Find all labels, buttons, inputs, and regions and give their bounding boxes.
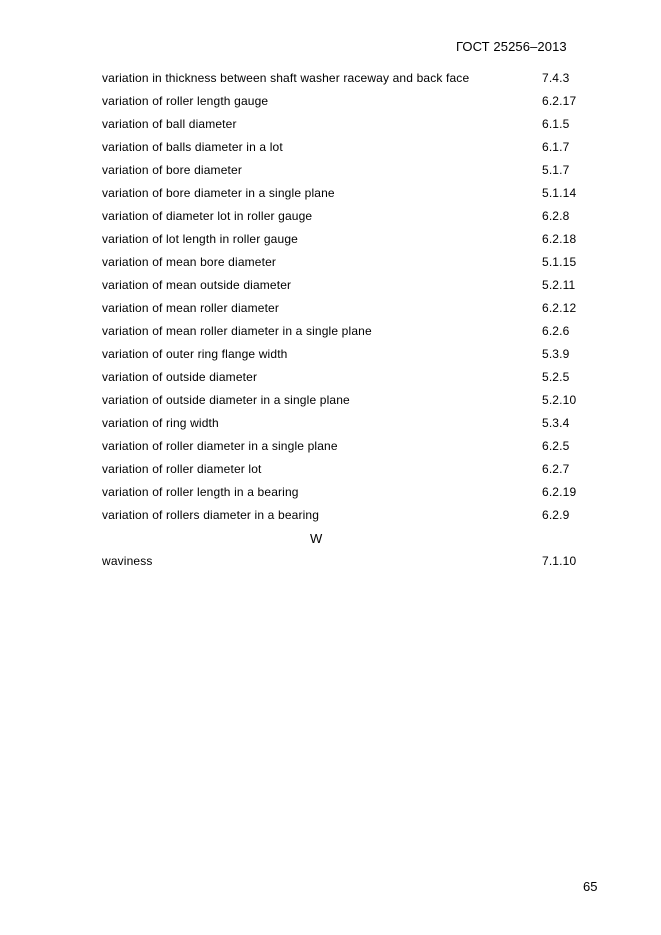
index-term: variation in thickness between shaft washer raceway and back face — [102, 71, 470, 85]
index-section-ref: 6.1.7 — [542, 140, 570, 154]
index-term: variation of roller length gauge — [102, 94, 269, 108]
index-term: variation of ring width — [102, 416, 219, 430]
index-section-ref: 6.2.5 — [542, 439, 570, 453]
index-term: variation of mean bore diameter — [102, 255, 277, 269]
index-section-ref: 5.2.5 — [542, 370, 570, 384]
index-section-ref: 7.4.3 — [542, 71, 570, 85]
index-term: variation of mean roller diameter in a single plane — [102, 324, 372, 338]
index-term: variation of outside diameter in a single plane — [102, 393, 350, 407]
document-standard-id: ГОСТ 25256–2013 — [456, 39, 567, 54]
index-term: variation of mean outside diameter — [102, 278, 292, 292]
index-entry-row — [102, 251, 602, 274]
index-term: variation of outer ring flange width — [102, 347, 288, 361]
alphabetical-term-index — [102, 67, 602, 573]
index-section-ref: 5.3.9 — [542, 347, 570, 361]
index-term: variation of rollers diameter in a bearing — [102, 508, 320, 522]
index-term: variation of mean roller diameter — [102, 301, 280, 315]
index-entry-row — [102, 205, 602, 228]
index-entry-row — [102, 389, 602, 412]
index-entry-row — [102, 458, 602, 481]
index-term: variation of roller diameter in a single plane — [102, 439, 338, 453]
index-section-w — [102, 550, 602, 573]
index-section-ref: 7.1.10 — [542, 554, 577, 568]
index-section-ref: 6.2.12 — [542, 301, 577, 315]
index-entry-row — [102, 136, 602, 159]
index-section-ref: 5.1.7 — [542, 163, 570, 177]
index-term: variation of balls diameter in a lot — [102, 140, 283, 154]
letter-heading-w: W — [310, 531, 323, 546]
index-term: variation of bore diameter in a single plane — [102, 186, 335, 200]
index-term: variation of roller length in a bearing — [102, 485, 299, 499]
index-section-ref: 5.2.11 — [542, 278, 576, 292]
index-section-ref: 6.2.18 — [542, 232, 577, 246]
index-entry-row — [102, 297, 602, 320]
index-section-ref: 6.2.9 — [542, 508, 570, 522]
index-section-ref: 5.2.10 — [542, 393, 577, 407]
index-entry-row — [102, 159, 602, 182]
index-section-ref: 5.1.15 — [542, 255, 577, 269]
index-term: variation of bore diameter — [102, 163, 242, 177]
index-section-ref: 6.1.5 — [542, 117, 570, 131]
index-term: variation of roller diameter lot — [102, 462, 262, 476]
index-section-v — [102, 67, 602, 527]
index-section-ref: 6.2.19 — [542, 485, 577, 499]
index-entry-row — [102, 274, 602, 297]
index-entry-row — [102, 504, 602, 527]
index-entry-row — [102, 435, 602, 458]
index-term: variation of lot length in roller gauge — [102, 232, 298, 246]
page-number: 65 — [583, 879, 598, 894]
index-term: variation of ball diameter — [102, 117, 237, 131]
index-entry-row — [102, 550, 602, 573]
index-section-ref: 5.1.14 — [542, 186, 577, 200]
index-section-ref: 6.2.6 — [542, 324, 570, 338]
index-section-ref: 5.3.4 — [542, 416, 570, 430]
index-term: variation of diameter lot in roller gauge — [102, 209, 313, 223]
index-entry-row — [102, 182, 602, 205]
index-section-ref: 6.2.17 — [542, 94, 577, 108]
index-entry-row — [102, 366, 602, 389]
letter-heading-row — [102, 527, 602, 550]
index-entry-row — [102, 412, 602, 435]
index-section-ref: 6.2.7 — [542, 462, 570, 476]
index-entry-row — [102, 320, 602, 343]
index-entry-row — [102, 67, 602, 90]
index-entry-row — [102, 228, 602, 251]
index-entry-row — [102, 481, 602, 504]
index-entry-row — [102, 90, 602, 113]
index-term: variation of outside diameter — [102, 370, 258, 384]
index-entry-row — [102, 343, 602, 366]
index-term: waviness — [102, 554, 153, 568]
index-section-ref: 6.2.8 — [542, 209, 570, 223]
index-entry-row — [102, 113, 602, 136]
